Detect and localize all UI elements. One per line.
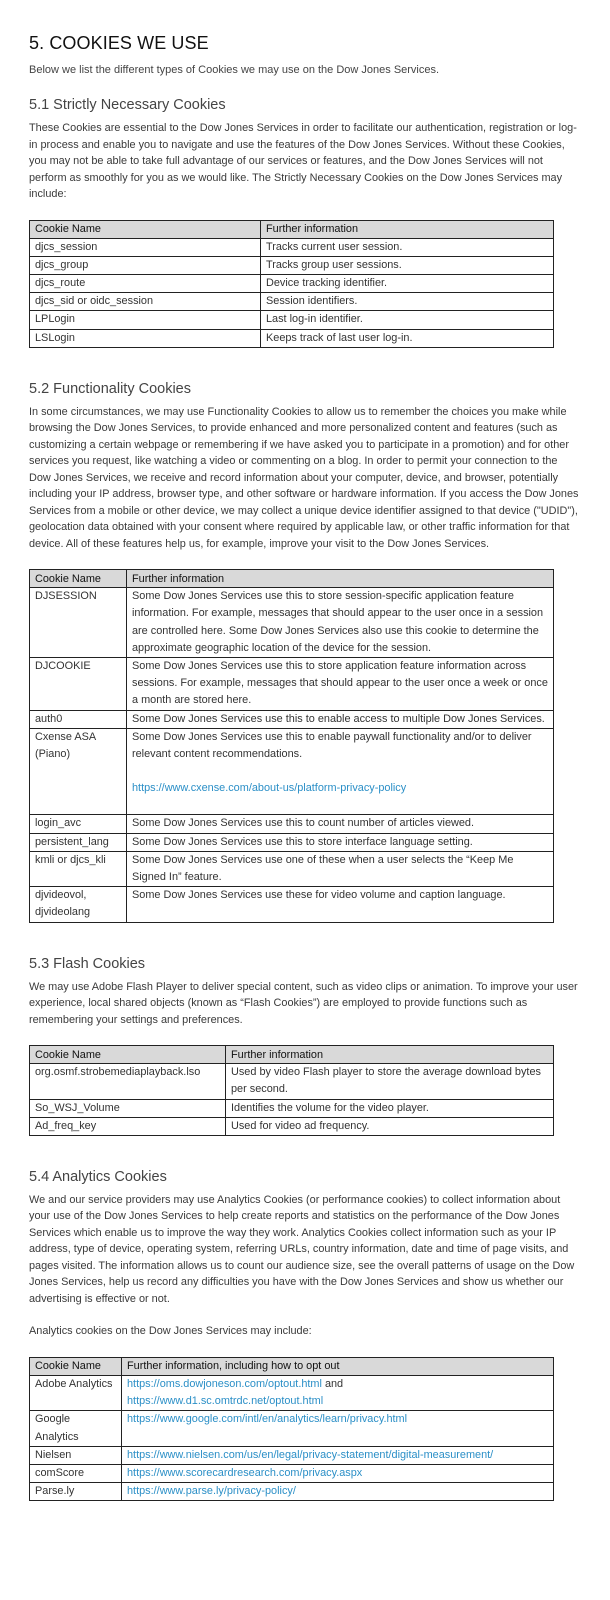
table-row <box>30 728 554 815</box>
table-header-row <box>30 1046 554 1064</box>
cookie-name: Adobe Analytics <box>30 1375 122 1410</box>
cookie-info: Tracks current user session. <box>261 238 554 256</box>
table-row <box>30 710 554 728</box>
cookie-name: LSLogin <box>30 329 261 347</box>
table-row <box>30 658 554 711</box>
table-row <box>30 256 554 274</box>
cookie-info: Some Dow Jones Services use these for video volume and caption language. <box>127 887 554 922</box>
column-header: Cookie Name <box>30 1046 226 1064</box>
cookie-info <box>122 1483 554 1501</box>
section-heading: 5.2 Functionality Cookies <box>29 380 191 397</box>
cookie-name: djvideovol, djvideolang <box>30 887 127 922</box>
table-header-row <box>30 220 554 238</box>
cookie-name: Ad_freq_key <box>30 1117 226 1135</box>
table-row <box>30 274 554 292</box>
column-header: Cookie Name <box>30 570 127 588</box>
section-strictly-necessary <box>29 95 582 348</box>
table-row <box>30 238 554 256</box>
cookie-name: persistent_lang <box>30 833 127 851</box>
section-body-secondary: Analytics cookies on the Dow Jones Services may include: <box>29 1325 312 1338</box>
cookie-info: Device tracking identifier. <box>261 274 554 292</box>
section-analytics <box>29 1167 582 1501</box>
table-row <box>30 1465 554 1483</box>
table-row <box>30 329 554 347</box>
cookie-name: LPLogin <box>30 311 261 329</box>
section-body: In some circumstances, we may use Functionality Cookies to allow us to remember the choices you make while browsing the Dow Jones Services, to provide enhanced and more personalized content and features (such as customizing a certain webpage or remembering if we have asked you to participate in a promotion) and for other services you request, like watching a video or commenting on a blog. In order to permit your connection to the Dow Jones Services, we receive and record information about your computer, device, and browser, potentially including your IP address, browser type, and other software or hardware information. If you access the Dow Jones Services from a mobile or other device, we may collect a unique device identifier assigned to that device ("UDID"), geolocation data obtained with your consent where required by applicable law, or other traffic information for that device. All of these features help us, for example, improve your visit to the Dow Jones Services. <box>29 405 579 550</box>
table-row <box>30 1375 554 1410</box>
cookie-info: Keeps track of last user log-in. <box>261 329 554 347</box>
cookie-info <box>122 1375 554 1410</box>
table-row <box>30 1446 554 1464</box>
cookie-name: DJSESSION <box>30 588 127 658</box>
cookie-name: Google Analytics <box>30 1411 122 1446</box>
section-heading: 5.3 Flash Cookies <box>29 955 146 972</box>
section-body: We may use Adobe Flash Player to deliver special content, such as video clips or animation. To improve your user experience, local shared objects (known as “Flash Cookies”) are employed to provide functions such as remembering your settings and preferences. <box>29 980 578 1026</box>
nielsen-privacy-link[interactable]: https://www.nielsen.com/us/en/legal/privacy-statement/digital-measurement/ <box>127 1448 494 1461</box>
cookie-info: Some Dow Jones Services use one of these when a user selects the “Keep Me Signed In” feature. <box>127 851 554 886</box>
flash-table <box>29 1045 554 1136</box>
section-body: These Cookies are essential to the Dow Jones Services in order to facilitate our authentication, registration or log-in process and enable you to navigate and use the features of the Dow Jones Services. Without these Cookies, you may not be able to take full advantage of our services or features, and the Dow Jones Services will not perform as smoothly for you as we would like. The Strictly Necessary Cookies on the Dow Jones Services may include: <box>29 122 577 200</box>
cookie-info: Some Dow Jones Services use this to store session-specific application feature information. For example, messages that should appear to the user once in a session are controlled here. Some Dow Jones Services also use this cookie to determine the approximate geographic location of the device for the session. <box>127 588 554 658</box>
cookie-info: Some Dow Jones Services use this to enable access to multiple Dow Jones Services. <box>127 710 554 728</box>
cookie-info: Some Dow Jones Services use this to store interface language setting. <box>127 833 554 851</box>
table-row <box>30 1483 554 1501</box>
table-row <box>30 588 554 658</box>
table-row <box>30 293 554 311</box>
column-header: Further information <box>226 1046 554 1064</box>
cookie-name: comScore <box>30 1465 122 1483</box>
table-row <box>30 1117 554 1135</box>
cxense-privacy-link[interactable]: https://www.cxense.com/about-us/platform-privacy-policy <box>132 782 407 795</box>
cookie-name: djcs_session <box>30 238 261 256</box>
section-body: We and our service providers may use Analytics Cookies (or performance cookies) to collect information about your use of the Dow Jones Services to help create reports and statistics on the performance of the Dow Jones Services which enable us to improve the way they work. Analytics Cookies collect information such as your IP address, type of device, operating system, referring URLs, country information, date and time of page visits, and pages visited. The information allows us to count our audience size, see the overall patterns of usage on the Dow Jones Services, help us record any difficulties you have with the Dow Jones Services and show us whether our advertising is effective or not. <box>29 1193 575 1305</box>
table-row <box>30 1064 554 1099</box>
table-row <box>30 1099 554 1117</box>
cookie-info: Session identifiers. <box>261 293 554 311</box>
cookie-name: org.osmf.strobemediaplayback.lso <box>30 1064 226 1099</box>
cookie-name: So_WSJ_Volume <box>30 1099 226 1117</box>
cookie-name: auth0 <box>30 710 127 728</box>
omtrdc-optout-link[interactable]: https://www.d1.sc.omtrdc.net/optout.html <box>127 1395 324 1408</box>
cookie-name: djcs_sid or oidc_session <box>30 293 261 311</box>
cookie-info: Identifies the volume for the video player. <box>226 1099 554 1117</box>
cookie-info <box>122 1465 554 1483</box>
parsely-privacy-link[interactable]: https://www.parse.ly/privacy-policy/ <box>127 1485 296 1498</box>
table-row <box>30 887 554 922</box>
table-row <box>30 851 554 886</box>
cookie-name: djcs_group <box>30 256 261 274</box>
adobe-optout-link[interactable]: https://oms.dowjoneson.com/optout.html <box>127 1377 322 1390</box>
table-row <box>30 311 554 329</box>
cookie-info: Tracks group user sessions. <box>261 256 554 274</box>
cookie-name: Cxense ASA (Piano) <box>30 728 127 815</box>
table-header-row <box>30 570 554 588</box>
strictly-necessary-table <box>29 220 554 348</box>
cookie-info: Used for video ad frequency. <box>226 1117 554 1135</box>
table-row <box>30 1411 554 1446</box>
page-title: 5. COOKIES WE USE <box>29 33 209 53</box>
cookie-info <box>122 1446 554 1464</box>
cookie-name: djcs_route <box>30 274 261 292</box>
and-text: and <box>321 1377 344 1390</box>
comscore-privacy-link[interactable]: https://www.scorecardresearch.com/privacy.aspx <box>127 1467 363 1479</box>
intro-text: Below we list the different types of Cookies we may use on the Dow Jones Services. <box>29 64 440 76</box>
cookie-info: Last log-in identifier. <box>261 311 554 329</box>
cookie-name: kmli or djcs_kli <box>30 851 127 886</box>
cookie-info-text: Some Dow Jones Services use this to enable paywall functionality and/or to deliver relevant content recommendations. <box>132 730 532 761</box>
table-row <box>30 815 554 833</box>
section-heading: 5.1 Strictly Necessary Cookies <box>29 97 226 113</box>
cookie-info: Used by video Flash player to store the average download bytes per second. <box>226 1064 554 1099</box>
table-header-row <box>30 1357 554 1375</box>
table-row <box>30 833 554 851</box>
cookie-name: login_avc <box>30 815 127 833</box>
cookie-name: DJCOOKIE <box>30 658 127 711</box>
cookie-info: Some Dow Jones Services use this to count number of articles viewed. <box>127 815 554 833</box>
column-header: Further information <box>261 220 554 238</box>
cookie-info: Some Dow Jones Services use this to store application feature information across sessions. For example, messages that should appear to the user once a week or once a month are stored here. <box>127 658 554 711</box>
column-header: Cookie Name <box>30 220 261 238</box>
google-privacy-link[interactable]: https://www.google.com/intl/en/analytics/learn/privacy.html <box>127 1413 408 1426</box>
cookie-name: Parse.ly <box>30 1483 122 1501</box>
section-heading: 5.4 Analytics Cookies <box>29 1168 167 1185</box>
functionality-table <box>29 569 554 922</box>
column-header: Further information, including how to opt out <box>122 1357 554 1375</box>
section-functionality <box>29 379 582 923</box>
column-header: Further information <box>127 570 554 588</box>
cookie-info <box>127 728 554 815</box>
cookie-name: Nielsen <box>30 1446 122 1464</box>
column-header: Cookie Name <box>30 1357 122 1375</box>
analytics-table <box>29 1357 554 1501</box>
section-flash <box>29 954 582 1136</box>
cookie-info <box>122 1411 554 1446</box>
